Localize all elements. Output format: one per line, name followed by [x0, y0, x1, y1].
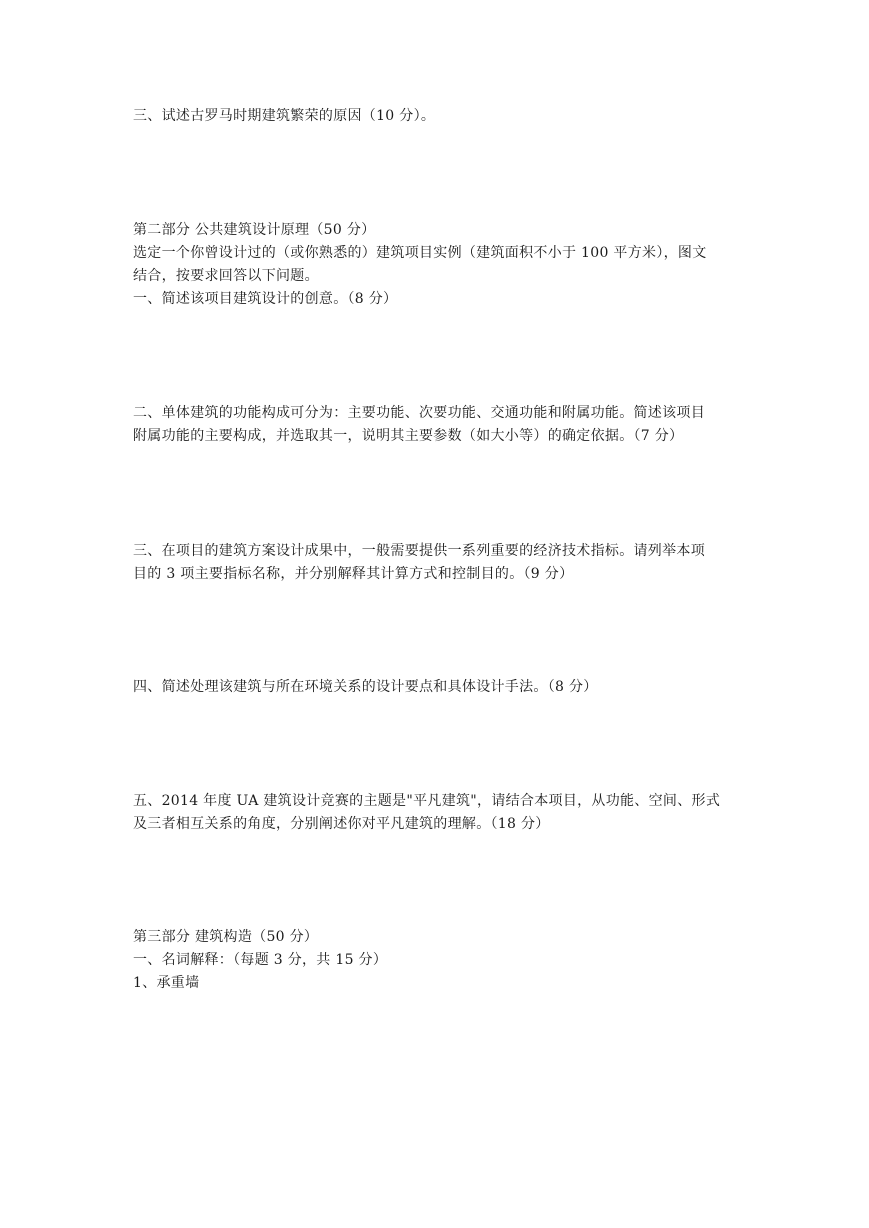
section-2-question-5-line1: 五、2014 年度 UA 建筑设计竞赛的主题是"平凡建筑"，请结合本项目，从功能、空间、形式 [133, 793, 721, 809]
section-2-question-1: 一、简述该项目建筑设计的创意。（8 分） [133, 291, 398, 307]
section-2-question-2-line2: 附属功能的主要构成，并选取其一，说明其主要参数（如大小等）的确定依据。（7 分） [133, 428, 684, 444]
section-2-heading: 第二部分 公共建筑设计原理（50 分） [133, 222, 376, 238]
section-3-question-1: 一、名词解释：（每题 3 分，共 15 分） [133, 952, 388, 968]
section-2-intro-line1: 选定一个你曾设计过的（或你熟悉的）建筑项目实例（建筑面积不小于 100 平方米），图文 [133, 245, 707, 261]
section-2-question-5-line2: 及三者相互关系的角度，分别阐述你对平凡建筑的理解。（18 分） [133, 816, 550, 832]
section-3-heading: 第三部分 建筑构造（50 分） [133, 929, 319, 945]
section-2-question-4: 四、简述处理该建筑与所在环境关系的设计要点和具体设计手法。（8 分） [133, 679, 598, 695]
section-3-term-1: 1、承重墙 [133, 975, 200, 991]
section-2-intro-line2: 结合，按要求回答以下问题。 [133, 268, 319, 284]
section-2-question-3-line2: 目的 3 项主要指标名称，并分别解释其计算方式和控制目的。（9 分） [133, 566, 574, 582]
section-2-question-2-line1: 二、单体建筑的功能构成可分为：主要功能、次要功能、交通功能和附属功能。简述该项目 [133, 405, 705, 421]
question-3-part1: 三、试述古罗马时期建筑繁荣的原因（10 分）。 [133, 108, 436, 124]
section-2-question-3-line1: 三、在项目的建筑方案设计成果中，一般需要提供一系列重要的经济技术指标。请列举本项 [133, 543, 705, 559]
